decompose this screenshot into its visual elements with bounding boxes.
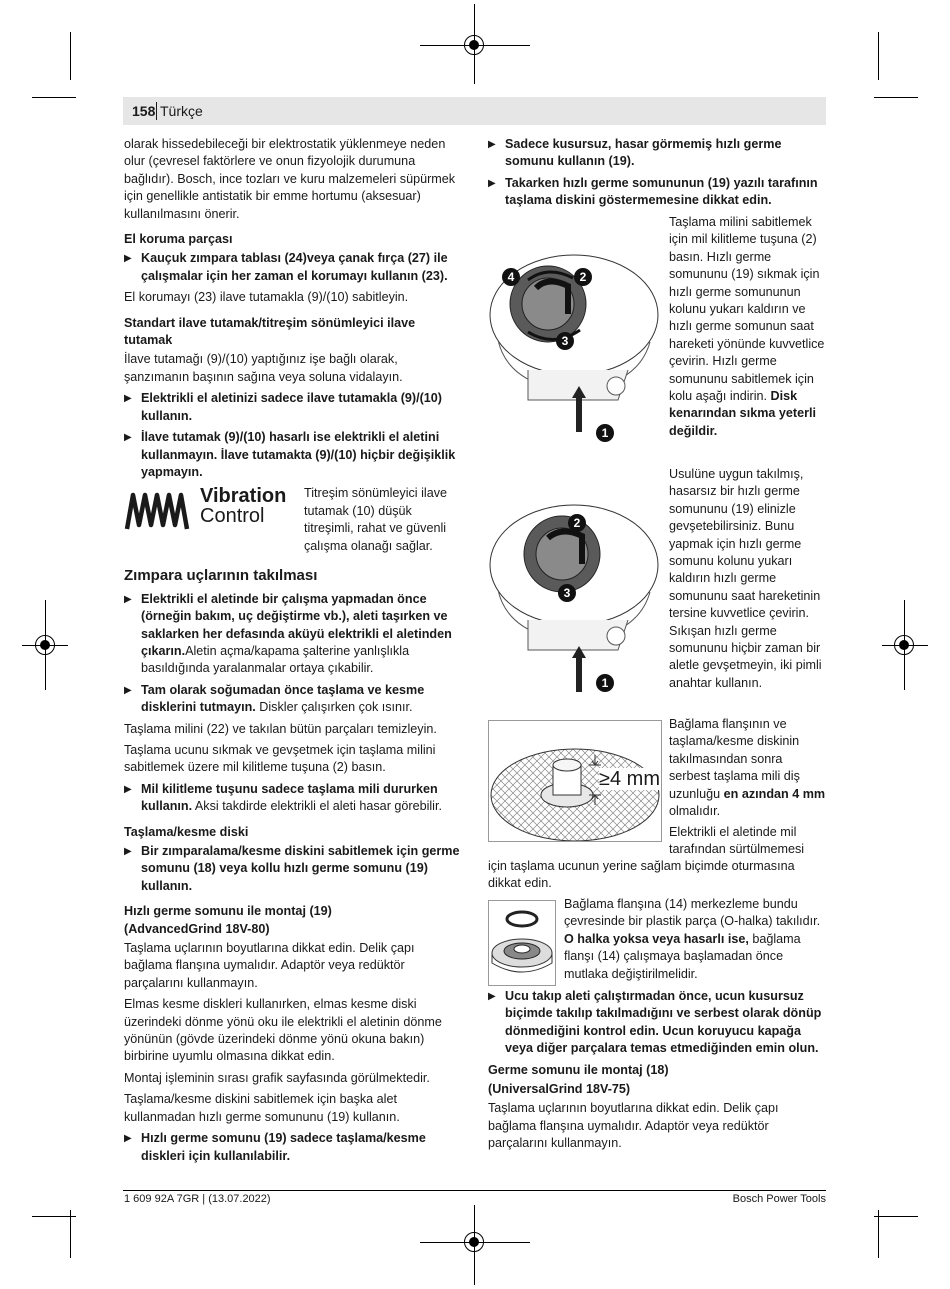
paragraph: El korumayı (23) ilave tutamakla (9)/(10) sabitleyin.: [124, 290, 409, 305]
vibration-text: Titreşim sönümleyici ilave tutamak (10) düşük titreşimli, rahat ve güvenli çalışma olanağı sağlar.: [304, 486, 447, 553]
heading-quick-nut: Hızlı germe somunu ile montaj (19): [124, 904, 332, 919]
list-item: ▶ Hızlı germe somunu (19) sadece taşlama/kesme diskleri için kullanılabilir.: [124, 1131, 426, 1163]
heading-mounting: Zımpara uçlarının takılması: [124, 567, 318, 585]
header-divider: [156, 102, 157, 120]
left-column: [124, 136, 460, 1169]
crop-mark: [878, 1210, 879, 1258]
figure-tighten-nut: [488, 220, 660, 452]
grinder-illustration: [488, 220, 660, 452]
list-item: ▶ Kauçuk zımpara tablası (24)veya çanak fırça (27) ile çalışmalar için her zaman el korumayı kullanın (23).: [124, 251, 448, 283]
list-item: ▶ Elektrikli el aletinde bir çalışma yapmadan önce (örneğin bakım, uç değiştirme vb.), aleti taşırken ve saklarken her defasında aküyü elektrikli el aletinden çıkarın.Aletin açma/kapama şalterine yanlışlıkla basıldığında yaralanmalar ortaya çıkabilir.: [124, 591, 452, 676]
crop-mark: [874, 97, 918, 98]
footer-rule: [123, 1190, 826, 1191]
bullet-arrow-icon: ▶: [488, 991, 496, 1002]
callout-3: 3: [556, 332, 574, 350]
callout-3: 3: [558, 584, 576, 602]
paragraph: Montaj işleminin sırası grafik sayfasında görülmektedir.: [124, 1070, 430, 1085]
crop-mark: [32, 97, 76, 98]
list-item: ▶ Ucu takıp aleti çalıştırmadan önce, ucun kusursuz biçimde takılıp takılmadığını ve serbest olarak dönüp dönmediğini kontrol edin. Ucun koruyucu kapağa veya diğer parçalara temas etmediğinden emin olun.: [488, 989, 822, 1056]
paragraph: Taşlama milini (22) ve takılan bütün parçaları temizleyin.: [124, 721, 437, 736]
bullet-arrow-icon: ▶: [124, 432, 132, 444]
figure4-text: Bağlama flanşına (14) merkezleme bundu çevresinde bir plastik parça (O-halka) takılıdır. O halka yoksa veya hasarlı ise, bağlama flanşı (14) çalışmaya başlamadan önce mutlaka değiştirilmelidir.: [564, 897, 821, 981]
bullet-arrow-icon: ▶: [124, 393, 132, 405]
figure3-text: Bağlama flanşının ve taşlama/kesme diskinin takılmasından sonra serbest taşlama mili diş uzunluğu en azından 4 mm olmalıdır.: [669, 717, 826, 819]
header-bar: [123, 97, 826, 125]
control-logo-text: Control: [200, 505, 265, 528]
vibration-control-block: [124, 485, 460, 557]
callout-4: 4: [502, 268, 520, 286]
vibration-wave-icon: [124, 489, 200, 531]
heading-aux-handle: Standart ilave tutamak/titreşim sönümleyici ilave tutamak: [124, 315, 416, 348]
heading-disc: Taşlama/kesme diski: [124, 824, 249, 839]
bullet-arrow-icon: ▶: [124, 593, 132, 605]
paragraph: Taşlama uçlarının boyutlarına dikkat edin. Delik çapı bağlama flanşına uymalıdır. Adaptör veya redüktör parçalarını kullanmayın.: [124, 941, 415, 990]
bullet-arrow-icon: ▶: [124, 684, 132, 696]
bullet-arrow-icon: ▶: [124, 846, 132, 857]
callout-2: 2: [574, 268, 592, 286]
figure3-text-wrap: için taşlama ucunun yerine sağlam biçimde oturmasına dikkat edin.: [488, 859, 795, 891]
right-column-top: [488, 136, 826, 214]
list-item: ▶ İlave tutamak (9)/(10) hasarlı ise elektrikli el aletini kullanmayın. İlave tutamakta (9)/(10) hiçbir değişiklik yapmayın.: [124, 430, 456, 479]
crop-mark: [874, 1216, 918, 1217]
bullet-arrow-icon: ▶: [488, 139, 496, 150]
min-length-label: ≥4 mm: [599, 768, 660, 790]
right-column-bottom: [488, 988, 826, 1157]
paragraph: Taşlama uçlarının boyutlarına dikkat edin. Delik çapı bağlama flanşına uymalıdır. Adaptör veya redüktör parçalarını kullanmayın.: [488, 1101, 779, 1151]
bullet-arrow-icon: ▶: [124, 1133, 132, 1145]
heading-clamp-nut: Germe somunu ile montaj (18): [488, 1062, 669, 1077]
figure2-text: Usulüne uygun takılmış, hasarsız bir hızlı germe somununu (19) elinizle gevşetebilirsiniz. Bunu yapmak için hızlı germe somunu kolunu yukarı kaldırın hızlı germe somununu saat hareketinin tersine kuvvetlice çevirin. Sıkışan hızlı germe somununu hiçbir zaman bir aletle gevşetmeyin, iki pimli anahtar kullanın.: [669, 467, 822, 690]
paragraph: İlave tutamağı (9)/(10) yaptığınız işe bağlı olarak, şanzımanın başının sağına veya soluna vidalayın.: [124, 352, 403, 384]
heading-quick-nut-model: (AdvancedGrind 18V-80): [124, 921, 270, 936]
callout-1: 1: [596, 674, 614, 692]
list-item: ▶ Sadece kusursuz, hasar görmemiş hızlı germe somunu kullanın (19).: [488, 137, 782, 169]
registration-mark: [464, 35, 484, 55]
figure-o-ring: [488, 900, 556, 986]
list-item: ▶ Takarken hızlı germe somununun (19) yazılı tarafının taşlama diskini göstermemesine dikkat edin.: [488, 175, 818, 208]
crop-mark: [70, 1210, 71, 1258]
bullet-arrow-icon: ▶: [488, 177, 496, 189]
callout-1: 1: [596, 424, 614, 442]
list-item: ▶ Elektrikli el aletinizi sadece ilave tutamakla (9)/(10) kullanın.: [124, 391, 442, 423]
crop-mark: [32, 1216, 76, 1217]
registration-mark: [35, 635, 55, 655]
heading-hand-guard: El koruma parçası: [124, 232, 233, 247]
vibration-logo-text: Vibration: [200, 485, 287, 508]
bullet-arrow-icon: ▶: [124, 253, 132, 265]
figure3-text-cont: Elektrikli el aletinde mil tarafından sürtülmemesi: [669, 825, 805, 857]
figure-spindle-length: [488, 720, 662, 842]
heading-clamp-nut-model: (UniversalGrind 18V-75): [488, 1082, 631, 1097]
paragraph: Taşlama ucunu sıkmak ve gevşetmek için taşlama milini sabitlemek üzere mil kilitleme tuşuna (2) basın.: [124, 742, 436, 775]
footer-doc-id: 1 609 92A 7GR | (13.07.2022): [124, 1193, 271, 1205]
callout-2: 2: [568, 514, 586, 532]
bullet-arrow-icon: ▶: [124, 783, 132, 795]
registration-mark: [464, 1232, 484, 1252]
list-item: ▶ Mil kilitleme tuşunu sadece taşlama mili dururken kullanın. Aksi takdirde elektrikli el aleti hasar görebilir.: [124, 781, 442, 814]
intro-text: olarak hissedebileceği bir elektrostatik yüklenmeye neden olur (çevresel faktörlere ve onun fizyolojik durumuna bağlıdır). Bosch, ince tozları ve kuru malzemeleri süpürmek için genellikle antistatik bir emme hortumu (aksesuar) kullanılmasını önerir.: [124, 137, 456, 221]
flange-illustration: [489, 901, 555, 985]
page-number: 158: [132, 103, 156, 119]
figure-loosen-nut: [488, 490, 660, 702]
footer-brand: Bosch Power Tools: [732, 1193, 826, 1205]
registration-mark: [894, 635, 914, 655]
page-language: Türkçe: [160, 103, 203, 119]
paragraph: Taşlama/kesme diskini sabitlemek için başka alet kullanmadan hızlı germe somununu (19) kullanın.: [124, 1092, 400, 1124]
list-item: ▶ Tam olarak soğumadan önce taşlama ve kesme disklerini tutmayın. Diskler çalışırken çok ısınır.: [124, 682, 425, 715]
paragraph: Elmas kesme diskleri kullanırken, elmas kesme diski üzerindeki dönme yönü oku ile elektrikli el aletinin dönme yönünün (gövde üzerindeki dönme yönü okuna bakın) birbirine uyumlu olmasına dikkat edin.: [124, 997, 442, 1064]
crop-mark: [878, 32, 879, 80]
list-item: ▶ Bir zımparalama/kesme diskini sabitlemek için germe somunu (18) veya kollu hızlı germe somunu (19) kullanın.: [124, 844, 460, 893]
figure1-text: Taşlama milini sabitlemek için mil kilitleme tuşuna (2) basın. Hızlı germe somununu (19) sıkmak için hızlı germe somununun kolunu yukarı kaldırın ve hızlı germe somunun saat hareketi yönünde kuvvetlice çevirin. Hızlı germe somununu sabitlemek için kolu aşağı indirin. Disk kenarından sıkma yeterli değildir.: [669, 215, 825, 438]
crop-mark: [70, 32, 71, 80]
